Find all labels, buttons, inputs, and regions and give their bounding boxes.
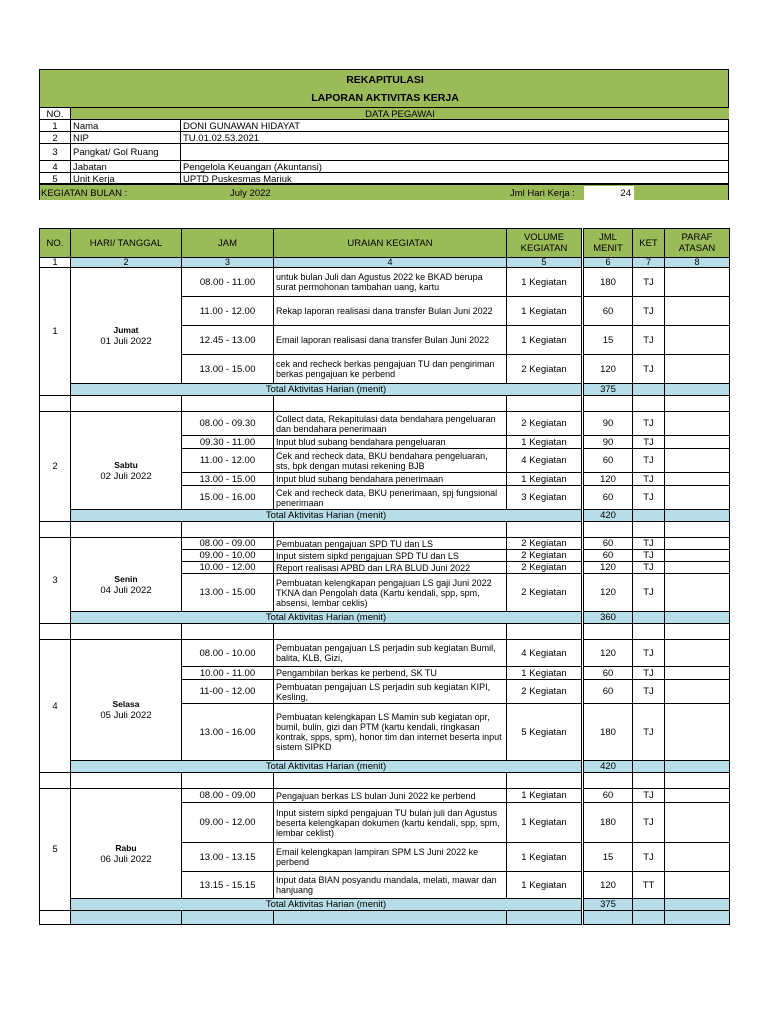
time-cell: 11.00 - 12.00 — [182, 297, 274, 326]
total-empty — [633, 899, 665, 911]
paraf-cell — [665, 355, 730, 384]
hari-kerja-value: 24 — [584, 186, 634, 200]
paraf-cell — [665, 843, 730, 872]
pegawai-value: TU.01.02.53.2021 — [183, 132, 260, 144]
activity-row — [40, 412, 730, 436]
pegawai-no: 4 — [40, 161, 71, 173]
column-number: 8 — [665, 258, 730, 268]
ket-cell: TT — [633, 872, 665, 899]
time-cell: 13.00 - 16.00 — [182, 704, 274, 761]
column-header-no: NO. — [40, 229, 71, 258]
description-cell: Email kelengkapan lampiran SPM LS Juni 2022 ke perbend — [274, 843, 507, 872]
column-number: 1 — [40, 258, 71, 268]
day-cell — [71, 640, 182, 761]
time-cell: 08.00 - 10.00 — [182, 640, 274, 667]
ket-cell: TJ — [633, 268, 665, 297]
volume-cell: 1 Kegiatan — [507, 872, 583, 899]
ket-cell: TJ — [633, 680, 665, 704]
spacer-row — [40, 396, 730, 412]
description-cell: Input blud subang bendahara penerimaan — [274, 473, 507, 486]
volume-cell: 1 Kegiatan — [507, 326, 583, 355]
ket-cell: TJ — [633, 297, 665, 326]
time-cell: 09.00 - 10.00 — [182, 550, 274, 562]
volume-cell: 1 Kegiatan — [507, 667, 583, 680]
column-number: 4 — [274, 258, 507, 268]
pegawai-label: NIP — [71, 132, 181, 144]
day-date: 05 Juli 2022 — [100, 710, 152, 721]
ket-cell: TJ — [633, 538, 665, 550]
total-label: Total Aktivitas Harian (menit) — [71, 899, 583, 911]
time-cell: 09.00 - 12.00 — [182, 803, 274, 843]
total-label: Total Aktivitas Harian (menit) — [71, 384, 583, 396]
description-cell: Collect data, Rekapitulasi data bendahara pengeluaran dan bendahara penerimaan — [274, 412, 507, 436]
minutes-cell: 120 — [583, 562, 633, 574]
minutes-cell: 60 — [583, 789, 633, 803]
volume-cell: 1 Kegiatan — [507, 843, 583, 872]
volume-cell: 2 Kegiatan — [507, 562, 583, 574]
paraf-cell — [665, 538, 730, 550]
column-header-jam: JAM — [182, 229, 274, 258]
paraf-cell — [665, 667, 730, 680]
column-header-ket: KET — [633, 229, 665, 258]
hari-kerja-label: Jml Hari Kerja : — [510, 187, 575, 199]
description-cell: Pembuatan pengajuan LS perjadin sub kegiatan KIPI, Kesling, — [274, 680, 507, 704]
day-cell — [71, 412, 182, 510]
day-name: Jumat — [113, 324, 139, 335]
bulan-value: July 2022 — [230, 187, 271, 199]
minutes-cell: 180 — [583, 803, 633, 843]
total-row — [40, 384, 730, 396]
total-label: Total Aktivitas Harian (menit) — [71, 761, 583, 773]
total-value: 375 — [583, 384, 633, 396]
time-cell: 09.30 - 11.00 — [182, 436, 274, 449]
pegawai-row — [39, 172, 729, 184]
pegawai-no: 1 — [40, 120, 71, 132]
ket-cell: TJ — [633, 326, 665, 355]
total-empty — [665, 384, 730, 396]
ket-cell: TJ — [633, 803, 665, 843]
minutes-cell: 120 — [583, 473, 633, 486]
minutes-cell: 90 — [583, 436, 633, 449]
day-date: 01 Juli 2022 — [100, 335, 152, 347]
pegawai-no: 5 — [40, 173, 71, 185]
pegawai-no: 3 — [40, 144, 71, 161]
description-cell: Input sistem sipkd pengajuan TU bulan juli dan Agustus beserta kelengkapan dokumen (kartu kendali, spp, spm, lembar ceklist) — [274, 803, 507, 843]
paraf-cell — [665, 574, 730, 612]
time-cell: 11.00 - 12.00 — [182, 449, 274, 473]
volume-cell: 2 Kegiatan — [507, 538, 583, 550]
ket-cell: TJ — [633, 562, 665, 574]
paraf-cell — [665, 562, 730, 574]
ket-cell: TJ — [633, 667, 665, 680]
minutes-cell: 120 — [583, 640, 633, 667]
volume-cell: 5 Kegiatan — [507, 704, 583, 761]
minutes-cell: 15 — [583, 843, 633, 872]
pegawai-header-row — [39, 107, 729, 119]
ket-cell: TJ — [633, 574, 665, 612]
description-cell: Rekap laporan realisasi dana transfer Bulan Juni 2022 — [274, 297, 507, 326]
column-header-uraian: URAIAN KEGIATAN — [274, 229, 507, 258]
column-header-volume: VOLUME KEGIATAN — [507, 229, 583, 258]
time-cell: 13.00 - 15.00 — [182, 574, 274, 612]
volume-cell: 4 Kegiatan — [507, 449, 583, 473]
description-cell: Pembuatan kelengkapan LS Mamin sub kegiatan opr, bumil, bulin, gizi dan PTM (kartu kendali, ringkasan kontrak, spps, spm), honor tim dan internet beserta input sistem SIPKD — [274, 704, 507, 761]
minutes-cell: 60 — [583, 667, 633, 680]
ket-cell: TJ — [633, 486, 665, 510]
day-date: 06 Juli 2022 — [100, 853, 152, 865]
pegawai-label: Pangkat/ Gol Ruang — [71, 144, 181, 161]
pegawai-label: Nama — [71, 120, 181, 132]
column-number-row — [40, 258, 730, 268]
total-value: 420 — [583, 510, 633, 522]
total-empty — [665, 612, 730, 624]
spacer-row — [40, 624, 730, 640]
column-number: 2 — [71, 258, 182, 268]
paraf-cell — [665, 872, 730, 899]
paraf-cell — [665, 473, 730, 486]
time-cell: 13.00 - 15.00 — [182, 355, 274, 384]
total-row — [40, 612, 730, 624]
paraf-cell — [665, 789, 730, 803]
description-cell: Pembuatan pengajuan SPD TU dan LS — [274, 538, 507, 550]
total-empty — [633, 612, 665, 624]
ket-cell: TJ — [633, 640, 665, 667]
minutes-cell: 120 — [583, 574, 633, 612]
day-name: Selasa — [112, 699, 140, 709]
total-value: 420 — [583, 761, 633, 773]
time-cell: 08.00 - 09.00 — [182, 538, 274, 550]
title-block — [39, 69, 729, 107]
volume-cell: 1 Kegiatan — [507, 473, 583, 486]
time-cell: 13.15 - 15.15 — [182, 872, 274, 899]
paraf-cell — [665, 436, 730, 449]
data-pegawai-header: DATA PEGAWAI — [71, 108, 729, 120]
time-cell: 08.00 - 09.30 — [182, 412, 274, 436]
pegawai-row — [39, 119, 729, 131]
minutes-cell: 180 — [583, 268, 633, 297]
day-cell — [71, 538, 182, 612]
description-cell: Cek and recheck data, BKU penerimaan, spj fungsional penerimaan — [274, 486, 507, 510]
time-cell: 11-00 - 12.00 — [182, 680, 274, 704]
total-label: Total Aktivitas Harian (menit) — [71, 510, 583, 522]
paraf-cell — [665, 550, 730, 562]
paraf-cell — [665, 680, 730, 704]
ket-cell: TJ — [633, 473, 665, 486]
pegawai-value: Pengelola Keuangan (Akuntansi) — [183, 161, 322, 173]
description-cell: Pembuatan kelengkapan pengajuan LS gaji Juni 2022 TKNA dan Pengolah data (Kartu kendali, spp, spm, absensi, lembar ceklis) — [274, 574, 507, 612]
description-cell: Pengambilan berkas ke perbend, SK TU — [274, 667, 507, 680]
total-row — [40, 510, 730, 522]
ket-cell: TJ — [633, 550, 665, 562]
total-empty — [665, 510, 730, 522]
worksheet — [39, 69, 729, 200]
volume-cell: 2 Kegiatan — [507, 680, 583, 704]
column-number: 6 — [583, 258, 633, 268]
day-date: 04 Juli 2022 — [100, 584, 152, 596]
description-cell: Input sistem sipkd pengajuan SPD TU dan LS — [274, 550, 507, 562]
total-empty — [665, 761, 730, 773]
ket-cell: TJ — [633, 355, 665, 384]
description-cell: Pembuatan pengajuan LS perjadin sub kegiatan Bumil, balita, KLB, Gizi, — [274, 640, 507, 667]
volume-cell: 2 Kegiatan — [507, 550, 583, 562]
total-empty — [633, 510, 665, 522]
day-cell — [71, 268, 182, 384]
spacer-row — [40, 522, 730, 538]
minutes-cell: 60 — [583, 680, 633, 704]
pegawai-row — [39, 131, 729, 143]
spacer-row — [40, 773, 730, 789]
column-number: 5 — [507, 258, 583, 268]
column-header-row — [40, 229, 730, 258]
pegawai-row — [39, 160, 729, 172]
paraf-cell — [665, 449, 730, 473]
day-number: 1 — [40, 268, 71, 396]
time-cell: 13.00 - 15.00 — [182, 473, 274, 486]
pegawai-no: 2 — [40, 132, 71, 144]
total-row — [40, 899, 730, 911]
time-cell: 15.00 - 16.00 — [182, 486, 274, 510]
paraf-cell — [665, 486, 730, 510]
day-number: 4 — [40, 640, 71, 773]
description-cell: untuk bulan Juli dan Agustus 2022 ke BKAD berupa surat permohonan tambahan uang, kartu — [274, 268, 507, 297]
ket-cell: TJ — [633, 843, 665, 872]
time-cell: 13.00 - 13.15 — [182, 843, 274, 872]
spacer-row — [40, 911, 730, 925]
description-cell: Input data BIAN posyandu mandala, melati, mawar dan hanjuang — [274, 872, 507, 899]
bulan-row — [39, 184, 729, 200]
ket-cell: TJ — [633, 412, 665, 436]
report-subtitle: LAPORAN AKTIVITAS KERJA — [311, 91, 459, 104]
description-cell: Email laporan realisasi dana transfer Bulan Juni 2022 — [274, 326, 507, 355]
description-cell: Input blud subang bendahara pengeluaran — [274, 436, 507, 449]
paraf-cell — [665, 297, 730, 326]
volume-cell: 1 Kegiatan — [507, 436, 583, 449]
total-value: 360 — [583, 612, 633, 624]
total-empty — [633, 761, 665, 773]
minutes-cell: 15 — [583, 326, 633, 355]
pegawai-value: UPTD Puskesmas Mariuk — [183, 173, 292, 185]
total-label: Total Aktivitas Harian (menit) — [71, 612, 583, 624]
minutes-cell: 180 — [583, 704, 633, 761]
activity-table — [39, 228, 730, 925]
time-cell: 10.00 - 12.00 — [182, 562, 274, 574]
day-cell — [71, 789, 182, 899]
time-cell: 10.00 - 11.00 — [182, 667, 274, 680]
pegawai-label: Unit Kerja — [71, 173, 181, 185]
volume-cell: 1 Kegiatan — [507, 268, 583, 297]
minutes-cell: 60 — [583, 449, 633, 473]
description-cell: cek and recheck berkas pengajuan TU dan pengiriman berkas pengajuan ke perbend — [274, 355, 507, 384]
volume-cell: 1 Kegiatan — [507, 297, 583, 326]
minutes-cell: 90 — [583, 412, 633, 436]
report-title: REKAPITULASI — [346, 73, 424, 86]
minutes-cell: 120 — [583, 355, 633, 384]
paraf-cell — [665, 326, 730, 355]
ket-cell: TJ — [633, 436, 665, 449]
day-name: Rabu — [115, 842, 137, 853]
pegawai-row — [39, 143, 729, 160]
total-row — [40, 761, 730, 773]
time-cell: 08.00 - 09.00 — [182, 789, 274, 803]
activity-row — [40, 640, 730, 667]
day-name: Senin — [114, 573, 138, 584]
column-header-paraf: PARAF ATASAN — [665, 229, 730, 258]
pegawai-value — [181, 144, 729, 161]
volume-cell: 3 Kegiatan — [507, 486, 583, 510]
paraf-cell — [665, 640, 730, 667]
paraf-cell — [665, 412, 730, 436]
volume-cell: 1 Kegiatan — [507, 803, 583, 843]
minutes-cell: 120 — [583, 872, 633, 899]
column-number: 7 — [633, 258, 665, 268]
minutes-cell: 60 — [583, 538, 633, 550]
day-name: Sabtu — [114, 459, 138, 470]
volume-cell: 2 Kegiatan — [507, 355, 583, 384]
activity-row — [40, 789, 730, 803]
no-header: NO. — [40, 108, 71, 120]
day-date: 02 Juli 2022 — [100, 470, 152, 482]
minutes-cell: 60 — [583, 550, 633, 562]
column-header-hari: HARI/ TANGGAL — [71, 229, 182, 258]
volume-cell: 4 Kegiatan — [507, 640, 583, 667]
day-number: 2 — [40, 412, 71, 522]
activity-row — [40, 538, 730, 550]
ket-cell: TJ — [633, 789, 665, 803]
total-empty — [665, 899, 730, 911]
paraf-cell — [665, 268, 730, 297]
pegawai-label: Jabatan — [71, 161, 181, 173]
column-header-menit: JML MENIT — [583, 229, 633, 258]
ket-cell: TJ — [633, 449, 665, 473]
pegawai-table — [39, 119, 729, 184]
ket-cell: TJ — [633, 704, 665, 761]
volume-cell: 2 Kegiatan — [507, 412, 583, 436]
volume-cell: 1 Kegiatan — [507, 789, 583, 803]
minutes-cell: 60 — [583, 297, 633, 326]
day-number: 5 — [40, 789, 71, 911]
time-cell: 08.00 - 11.00 — [182, 268, 274, 297]
total-value: 375 — [583, 899, 633, 911]
minutes-cell: 60 — [583, 486, 633, 510]
activity-row — [40, 268, 730, 297]
paraf-cell — [665, 704, 730, 761]
description-cell: Pengajuan berkas LS bulan Juni 2022 ke perbend — [274, 789, 507, 803]
time-cell: 12.45 - 13.00 — [182, 326, 274, 355]
pegawai-value: DONI GUNAWAN HIDAYAT — [183, 120, 300, 132]
total-empty — [633, 384, 665, 396]
volume-cell: 2 Kegiatan — [507, 574, 583, 612]
day-number: 3 — [40, 538, 71, 624]
description-cell: Report realisasi APBD dan LRA BLUD Juni 2022 — [274, 562, 507, 574]
paraf-cell — [665, 803, 730, 843]
bulan-label: KEGIATAN BULAN : — [41, 187, 128, 199]
column-number: 3 — [182, 258, 274, 268]
description-cell: Cek and recheck data, BKU bendahara pengeluaran, sts, bpk dengan mutasi rekening BJB — [274, 449, 507, 473]
